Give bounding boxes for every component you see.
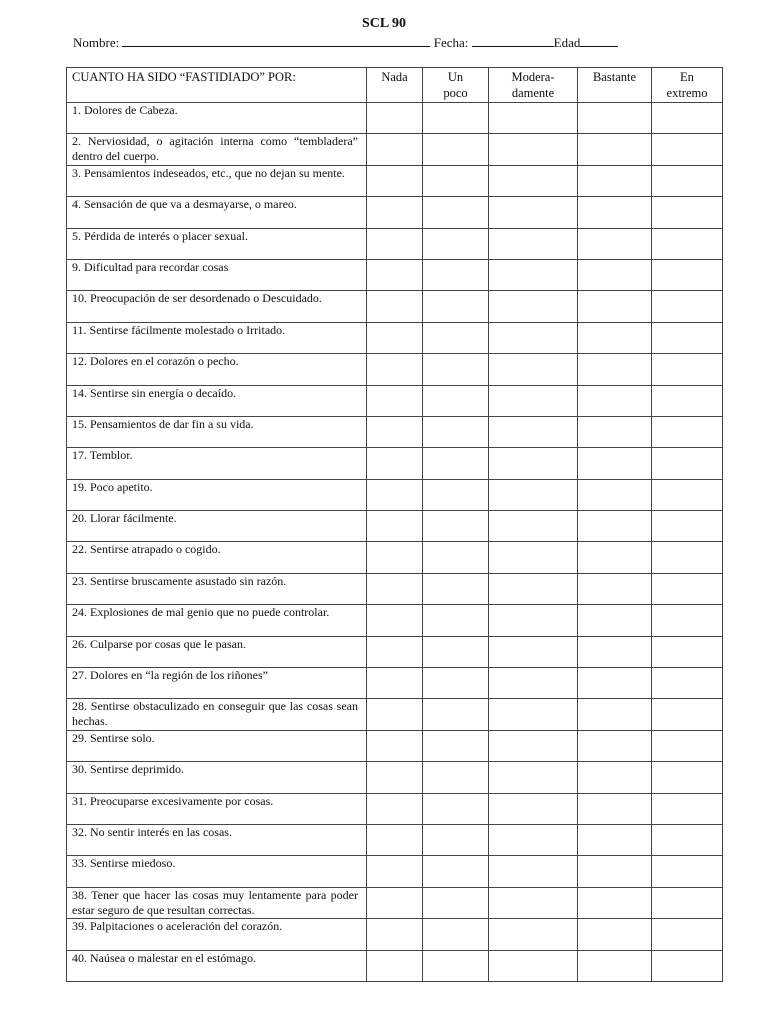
symptom-item: 29. Sentirse solo. <box>67 730 367 761</box>
table-row <box>67 919 723 950</box>
rating-cell-nada[interactable] <box>367 856 423 887</box>
rating-cell-en-extremo[interactable] <box>652 228 723 259</box>
rating-cell-moderadamente[interactable] <box>489 103 578 134</box>
symptom-rows <box>67 103 723 982</box>
rating-cell-nada[interactable] <box>367 103 423 134</box>
rating-cell-un-poco[interactable] <box>423 165 489 196</box>
rating-cell-en-extremo[interactable] <box>652 134 723 165</box>
table-row <box>67 887 723 918</box>
rating-cell-un-poco[interactable] <box>423 448 489 479</box>
rating-cell-nada[interactable] <box>367 699 423 730</box>
rating-cell-nada[interactable] <box>367 228 423 259</box>
table-row <box>67 605 723 636</box>
rating-cell-un-poco[interactable] <box>423 511 489 542</box>
rating-cell-bastante[interactable] <box>578 291 652 322</box>
rating-cell-un-poco[interactable] <box>423 542 489 573</box>
rating-cell-bastante[interactable] <box>578 134 652 165</box>
rating-cell-un-poco[interactable] <box>423 322 489 353</box>
symptom-item: 40. Naúsea o malestar en el estómago. <box>67 950 367 981</box>
rating-cell-moderadamente[interactable] <box>489 856 578 887</box>
rating-cell-un-poco[interactable] <box>423 856 489 887</box>
rating-cell-moderadamente[interactable] <box>489 605 578 636</box>
rating-cell-nada[interactable] <box>367 636 423 667</box>
column-header-line: Nada <box>381 70 408 84</box>
age-field[interactable] <box>580 34 618 47</box>
symptom-item: 22. Sentirse atrapado o cogido. <box>67 542 367 573</box>
rating-cell-nada[interactable] <box>367 448 423 479</box>
symptom-item: 3. Pensamientos indeseados, etc., que no dejan su mente. <box>67 165 367 196</box>
form-title: SCL 90 <box>362 16 406 31</box>
column-header-line: extremo <box>666 86 708 100</box>
rating-cell-nada[interactable] <box>367 354 423 385</box>
rating-cell-nada[interactable] <box>367 573 423 604</box>
rating-cell-en-extremo[interactable] <box>652 856 723 887</box>
rating-cell-moderadamente[interactable] <box>489 950 578 981</box>
rating-cell-nada[interactable] <box>367 479 423 510</box>
rating-cell-en-extremo[interactable] <box>652 103 723 134</box>
rating-cell-bastante[interactable] <box>578 511 652 542</box>
column-header-line: damente <box>511 86 555 100</box>
rating-cell-en-extremo[interactable] <box>652 542 723 573</box>
rating-cell-en-extremo[interactable] <box>652 887 723 918</box>
table-row <box>67 385 723 416</box>
rating-cell-en-extremo[interactable] <box>652 605 723 636</box>
rating-cell-nada[interactable] <box>367 762 423 793</box>
rating-cell-nada[interactable] <box>367 385 423 416</box>
rating-cell-moderadamente[interactable] <box>489 668 578 699</box>
rating-cell-bastante[interactable] <box>578 668 652 699</box>
date-label: Fecha: <box>433 35 469 50</box>
rating-cell-en-extremo[interactable] <box>652 354 723 385</box>
rating-cell-bastante[interactable] <box>578 636 652 667</box>
rating-cell-en-extremo[interactable] <box>652 730 723 761</box>
rating-cell-en-extremo[interactable] <box>652 699 723 730</box>
table-row <box>67 103 723 134</box>
rating-cell-bastante[interactable] <box>578 416 652 447</box>
symptom-item: 23. Sentirse bruscamente asustado sin razón. <box>67 573 367 604</box>
table-row <box>67 730 723 761</box>
rating-cell-en-extremo[interactable] <box>652 793 723 824</box>
symptom-item: 27. Dolores en “la región de los riñones” <box>67 668 367 699</box>
rating-cell-moderadamente[interactable] <box>489 793 578 824</box>
table-header-row <box>67 68 723 103</box>
rating-cell-en-extremo[interactable] <box>652 197 723 228</box>
table-row <box>67 762 723 793</box>
symptom-item: 19. Poco apetito. <box>67 479 367 510</box>
rating-cell-bastante[interactable] <box>578 479 652 510</box>
rating-cell-un-poco[interactable] <box>423 919 489 950</box>
rating-cell-un-poco[interactable] <box>423 197 489 228</box>
name-field[interactable] <box>122 34 430 47</box>
rating-cell-un-poco[interactable] <box>423 228 489 259</box>
rating-cell-un-poco[interactable] <box>423 762 489 793</box>
column-header-line: poco <box>443 86 468 100</box>
rating-cell-en-extremo[interactable] <box>652 573 723 604</box>
column-header-moderadamente <box>489 68 578 103</box>
symptom-item: 1. Dolores de Cabeza. <box>67 103 367 134</box>
rating-cell-un-poco[interactable] <box>423 134 489 165</box>
rating-cell-moderadamente[interactable] <box>489 573 578 604</box>
rating-cell-un-poco[interactable] <box>423 605 489 636</box>
rating-cell-un-poco[interactable] <box>423 573 489 604</box>
symptom-item: 30. Sentirse deprimido. <box>67 762 367 793</box>
table-row <box>67 793 723 824</box>
table-row <box>67 699 723 730</box>
rating-cell-un-poco[interactable] <box>423 259 489 290</box>
rating-cell-moderadamente[interactable] <box>489 134 578 165</box>
table-row <box>67 950 723 981</box>
table-row <box>67 573 723 604</box>
column-header-line: Modera- <box>511 70 555 84</box>
rating-cell-bastante[interactable] <box>578 573 652 604</box>
symptom-item: 2. Nerviosidad, o agitación interna como “tembladera” dentro del cuerpo. <box>67 134 367 165</box>
rating-cell-en-extremo[interactable] <box>652 919 723 950</box>
symptom-item: 14. Sentirse sin energía o decaído. <box>67 385 367 416</box>
symptom-item: 24. Explosiones de mal genio que no puede controlar. <box>67 605 367 636</box>
column-header-line: Bastante <box>592 70 637 84</box>
symptom-item: 9. Dificultad para recordar cosas <box>67 259 367 290</box>
table-row <box>67 856 723 887</box>
age-label: Edad <box>553 35 581 50</box>
rating-cell-en-extremo[interactable] <box>652 416 723 447</box>
rating-cell-bastante[interactable] <box>578 919 652 950</box>
rating-cell-moderadamente[interactable] <box>489 416 578 447</box>
rating-cell-un-poco[interactable] <box>423 793 489 824</box>
rating-cell-bastante[interactable] <box>578 542 652 573</box>
symptom-item: 26. Culparse por cosas que le pasan. <box>67 636 367 667</box>
column-header-line: Un <box>447 70 464 84</box>
rating-cell-nada[interactable] <box>367 322 423 353</box>
symptom-table <box>66 67 723 982</box>
table-row <box>67 354 723 385</box>
rating-cell-un-poco[interactable] <box>423 103 489 134</box>
rating-cell-en-extremo[interactable] <box>652 322 723 353</box>
symptom-item: 10. Preocupación de ser desordenado o Descuidado. <box>67 291 367 322</box>
symptom-item: 20. Llorar fácilmente. <box>67 511 367 542</box>
table-row <box>67 165 723 196</box>
symptom-item: 12. Dolores en el corazón o pecho. <box>67 354 367 385</box>
symptom-item: 38. Tener que hacer las cosas muy lentamente para poder estar seguro de que resultan correctas. <box>67 887 367 918</box>
rating-cell-bastante[interactable] <box>578 699 652 730</box>
table-row <box>67 824 723 855</box>
rating-cell-bastante[interactable] <box>578 730 652 761</box>
rating-cell-moderadamente[interactable] <box>489 919 578 950</box>
rating-cell-bastante[interactable] <box>578 605 652 636</box>
rating-cell-nada[interactable] <box>367 824 423 855</box>
rating-cell-en-extremo[interactable] <box>652 511 723 542</box>
rating-cell-moderadamente[interactable] <box>489 542 578 573</box>
rating-cell-moderadamente[interactable] <box>489 259 578 290</box>
rating-cell-nada[interactable] <box>367 950 423 981</box>
symptom-item: 31. Preocuparse excesivamente por cosas. <box>67 793 367 824</box>
rating-cell-un-poco[interactable] <box>423 699 489 730</box>
rating-cell-bastante[interactable] <box>578 228 652 259</box>
table-row <box>67 228 723 259</box>
rating-cell-nada[interactable] <box>367 165 423 196</box>
question-column-header: CUANTO HA SIDO “FASTIDIADO” POR: <box>67 68 367 103</box>
rating-cell-nada[interactable] <box>367 605 423 636</box>
rating-cell-un-poco[interactable] <box>423 668 489 699</box>
rating-cell-en-extremo[interactable] <box>652 259 723 290</box>
symptom-item: 17. Temblor. <box>67 448 367 479</box>
rating-cell-en-extremo[interactable] <box>652 824 723 855</box>
rating-cell-bastante[interactable] <box>578 197 652 228</box>
rating-cell-un-poco[interactable] <box>423 291 489 322</box>
rating-cell-en-extremo[interactable] <box>652 479 723 510</box>
rating-cell-bastante[interactable] <box>578 856 652 887</box>
symptom-item: 39. Palpitaciones o aceleración del corazón. <box>67 919 367 950</box>
rating-cell-moderadamente[interactable] <box>489 165 578 196</box>
table-row <box>67 416 723 447</box>
rating-cell-nada[interactable] <box>367 259 423 290</box>
symptom-item: 15. Pensamientos de dar fin a su vida. <box>67 416 367 447</box>
rating-cell-en-extremo[interactable] <box>652 448 723 479</box>
symptom-item: 28. Sentirse obstaculizado en conseguir que las cosas sean hechas. <box>67 699 367 730</box>
rating-cell-en-extremo[interactable] <box>652 950 723 981</box>
table-row <box>67 511 723 542</box>
column-header-nada <box>367 68 423 103</box>
table-row <box>67 668 723 699</box>
rating-cell-nada[interactable] <box>367 668 423 699</box>
rating-cell-bastante[interactable] <box>578 165 652 196</box>
rating-cell-bastante[interactable] <box>578 887 652 918</box>
rating-cell-bastante[interactable] <box>578 762 652 793</box>
rating-cell-un-poco[interactable] <box>423 950 489 981</box>
table-row <box>67 479 723 510</box>
rating-cell-moderadamente[interactable] <box>489 228 578 259</box>
rating-cell-moderadamente[interactable] <box>489 511 578 542</box>
rating-cell-nada[interactable] <box>367 291 423 322</box>
table-row <box>67 636 723 667</box>
rating-cell-moderadamente[interactable] <box>489 322 578 353</box>
table-row <box>67 542 723 573</box>
rating-cell-bastante[interactable] <box>578 322 652 353</box>
rating-cell-bastante[interactable] <box>578 259 652 290</box>
table-row <box>67 448 723 479</box>
rating-cell-nada[interactable] <box>367 416 423 447</box>
column-header-line: En <box>680 70 694 84</box>
rating-cell-bastante[interactable] <box>578 950 652 981</box>
rating-cell-nada[interactable] <box>367 793 423 824</box>
rating-cell-nada[interactable] <box>367 542 423 573</box>
rating-cell-un-poco[interactable] <box>423 824 489 855</box>
rating-cell-nada[interactable] <box>367 511 423 542</box>
rating-cell-un-poco[interactable] <box>423 354 489 385</box>
rating-cell-un-poco[interactable] <box>423 887 489 918</box>
rating-cell-nada[interactable] <box>367 919 423 950</box>
rating-cell-bastante[interactable] <box>578 824 652 855</box>
rating-cell-moderadamente[interactable] <box>489 197 578 228</box>
symptom-item: 4. Sensación de que va a desmayarse, o mareo. <box>67 197 367 228</box>
rating-cell-moderadamente[interactable] <box>489 354 578 385</box>
rating-cell-bastante[interactable] <box>578 354 652 385</box>
table-row <box>67 197 723 228</box>
rating-cell-nada[interactable] <box>367 887 423 918</box>
symptom-item: 33. Sentirse miedoso. <box>67 856 367 887</box>
table-row <box>67 134 723 165</box>
table-row <box>67 259 723 290</box>
column-header-bastante <box>578 68 652 103</box>
rating-cell-en-extremo[interactable] <box>652 385 723 416</box>
rating-cell-bastante[interactable] <box>578 385 652 416</box>
rating-cell-bastante[interactable] <box>578 448 652 479</box>
table-row <box>67 322 723 353</box>
rating-cell-moderadamente[interactable] <box>489 762 578 793</box>
rating-cell-un-poco[interactable] <box>423 479 489 510</box>
rating-cell-un-poco[interactable] <box>423 385 489 416</box>
name-label: Nombre: <box>73 35 120 50</box>
rating-cell-nada[interactable] <box>367 197 423 228</box>
rating-cell-moderadamente[interactable] <box>489 730 578 761</box>
date-field[interactable] <box>472 34 554 47</box>
rating-cell-en-extremo[interactable] <box>652 165 723 196</box>
column-header-en-extremo <box>652 68 723 103</box>
rating-cell-en-extremo[interactable] <box>652 762 723 793</box>
rating-cell-moderadamente[interactable] <box>489 479 578 510</box>
rating-cell-moderadamente[interactable] <box>489 448 578 479</box>
rating-cell-un-poco[interactable] <box>423 730 489 761</box>
patient-info-line <box>73 34 713 51</box>
rating-cell-bastante[interactable] <box>578 103 652 134</box>
rating-cell-en-extremo[interactable] <box>652 668 723 699</box>
rating-cell-moderadamente[interactable] <box>489 699 578 730</box>
symptom-item: 32. No sentir interés en las cosas. <box>67 824 367 855</box>
symptom-item: 5. Pérdida de interés o placer sexual. <box>67 228 367 259</box>
symptom-item: 11. Sentirse fácilmente molestado o Irritado. <box>67 322 367 353</box>
rating-cell-moderadamente[interactable] <box>489 636 578 667</box>
rating-cell-nada[interactable] <box>367 134 423 165</box>
column-header-un-poco <box>423 68 489 103</box>
rating-cell-en-extremo[interactable] <box>652 636 723 667</box>
rating-cell-moderadamente[interactable] <box>489 824 578 855</box>
rating-cell-nada[interactable] <box>367 730 423 761</box>
rating-cell-en-extremo[interactable] <box>652 291 723 322</box>
rating-cell-un-poco[interactable] <box>423 636 489 667</box>
rating-cell-un-poco[interactable] <box>423 416 489 447</box>
table-row <box>67 291 723 322</box>
rating-cell-moderadamente[interactable] <box>489 291 578 322</box>
rating-cell-moderadamente[interactable] <box>489 887 578 918</box>
rating-cell-moderadamente[interactable] <box>489 385 578 416</box>
rating-cell-bastante[interactable] <box>578 793 652 824</box>
